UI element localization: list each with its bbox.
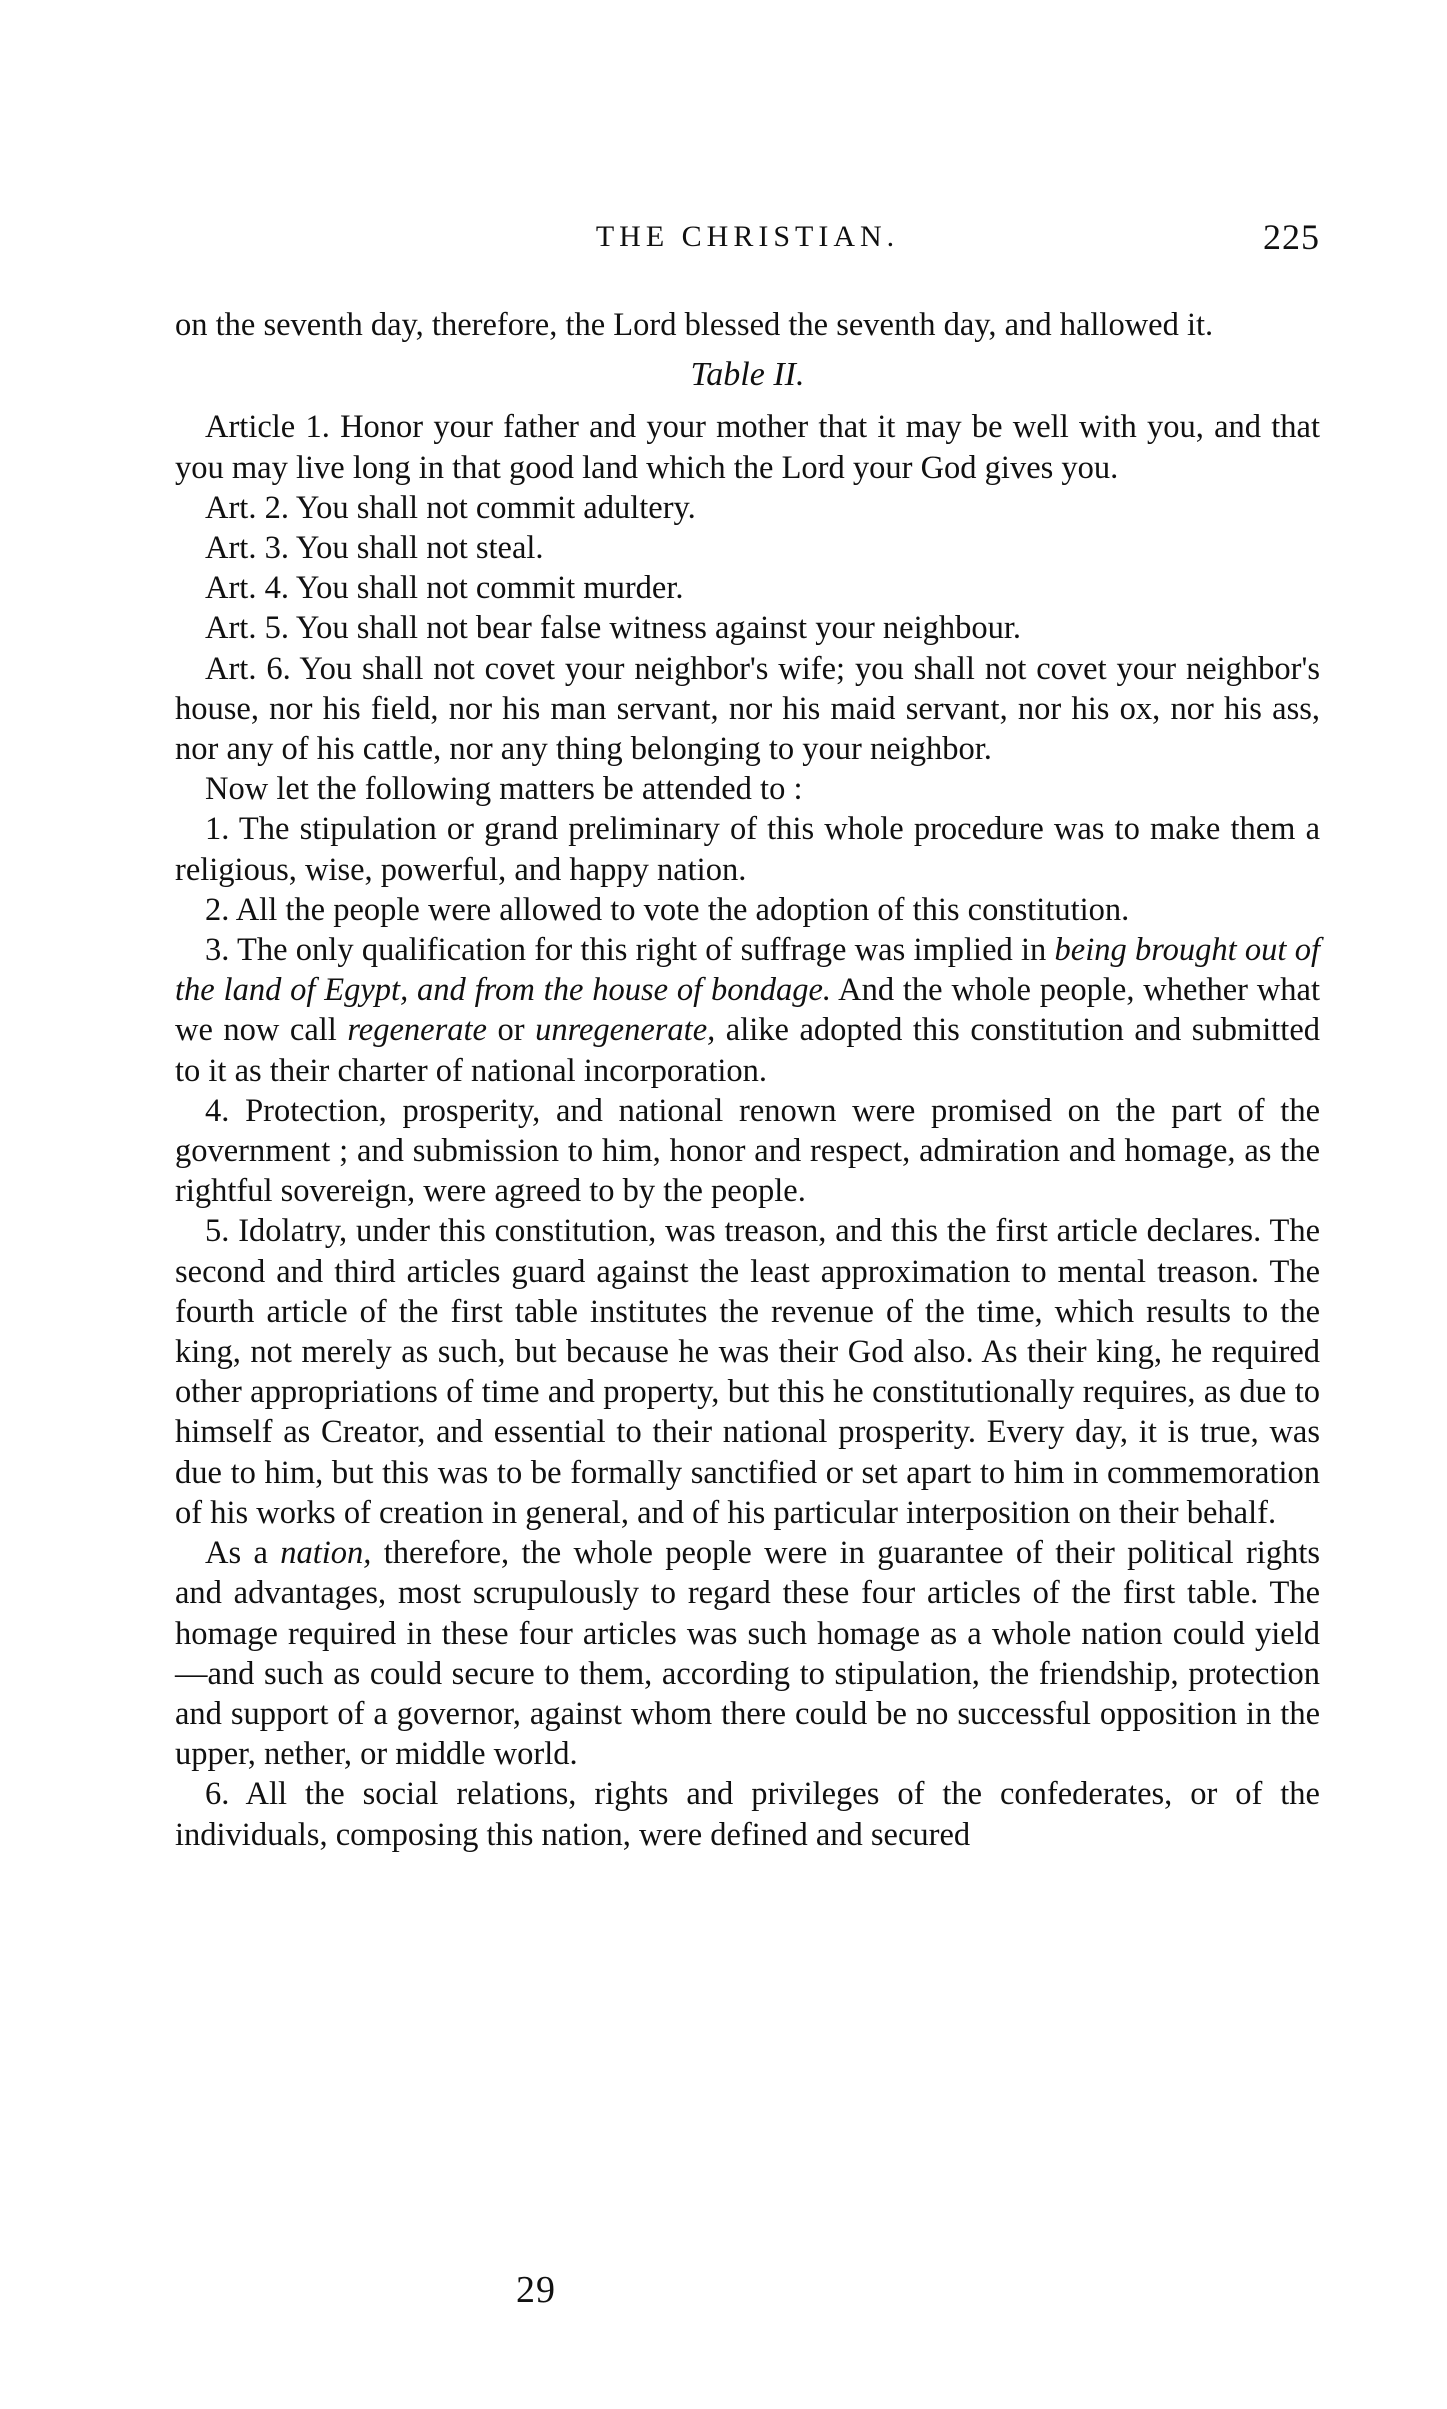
article-6: Art. 6. You shall not covet your neighbor's wife; you shall not covet your neighbor's house, nor his field, nor his man servant, nor his maid servant, nor his ox, nor his ass, nor any of his cattle, nor any thing belonging to your neighbor. xyxy=(175,650,1320,768)
intro-paragraph: on the seventh day, therefore, the Lord blessed the seventh day, and hallowed it. xyxy=(175,307,1214,343)
point-3-text-a: 3. The only qualification for this right of suffrage was implied in xyxy=(205,932,1055,969)
point-2: 2. All the people were allowed to vote the adoption of this constitution. xyxy=(205,891,1130,928)
body-text xyxy=(175,305,1320,1855)
article-5: Art. 5. You shall not bear false witness against your neighbour. xyxy=(205,610,1022,647)
point-3-italic-2: regenerate xyxy=(347,1012,487,1049)
nation-text-a: As a xyxy=(205,1535,281,1572)
nation-text-b: therefore, the whole people were in guarantee of their political rights and advantages, most scrupulously to regard these four articles of the first table. The homage required in these four articles was such homage as a whole nation could yield—and such as could secure to them, according to stipulation, the friendship, protection and support of a governor, against whom there could be no successful opposition in the upper, nether, or middle world. xyxy=(175,1535,1320,1773)
table-heading: Table II. xyxy=(690,356,805,394)
point-3-text-d: alike adopted this constitution and submitted to it as their charter of national incorporation. xyxy=(175,1012,1320,1089)
point-5: 5. Idolatry, under this constitution, was treason, and this the first article declares. The second and third articles guard against the least approximation to mental treason. The fourth article of the first table institutes the revenue of the time, which results to the king, not merely as such, but because he was their God also. As their king, he required other appropriations of time and property, but this he constitutionally requires, as due to himself as Creator, and essential to their national prosperity. Every day, it is true, was due to him, but this was to be formally sanctified or set apart to him in commemoration of his works of creation in general, and of his particular interposition on their behalf. xyxy=(175,1213,1320,1531)
point-1: 1. The stipulation or grand preliminary of this whole procedure was to make them a religious, wise, powerful, and happy nation. xyxy=(175,811,1320,888)
point-6: 6. All the social relations, rights and privileges of the confederates, or of the individuals, composing this nation, were defined and secured xyxy=(175,1776,1320,1853)
point-3-italic-1: being brought out of the land of Egypt, and from the house of bondage. xyxy=(175,932,1320,1009)
running-title: THE CHRISTIAN. xyxy=(595,220,900,253)
nation-paragraph xyxy=(175,1533,1320,1774)
running-head xyxy=(175,217,1320,270)
point-3-italic-3: unregenerate, xyxy=(535,1012,716,1049)
article-2: Art. 2. You shall not commit adultery. xyxy=(205,489,696,526)
point-3-text-b: And the whole people, whether what we now call xyxy=(175,972,1320,1049)
article-3: Art. 3. You shall not steal. xyxy=(205,530,544,567)
nation-italic: nation, xyxy=(280,1535,372,1572)
article-4: Art. 4. You shall not commit murder. xyxy=(205,570,684,607)
point-4: 4. Protection, prosperity, and national renown were promised on the part of the government ; and submission to him, honor and respect, admiration and homage, as the rightful sovereign, were agreed to by the people. xyxy=(175,1092,1320,1210)
point-3 xyxy=(175,930,1320,1091)
page-number: 225 xyxy=(1263,217,1320,257)
signature-mark: 29 xyxy=(516,2269,556,2311)
article-1: Article 1. Honor your father and your mother that it may be well with you, and that you may live long in that good land which the Lord your God gives you. xyxy=(175,409,1320,486)
attend-intro: Now let the following matters be attended to : xyxy=(205,771,803,808)
point-3-text-c: or xyxy=(486,1012,536,1049)
